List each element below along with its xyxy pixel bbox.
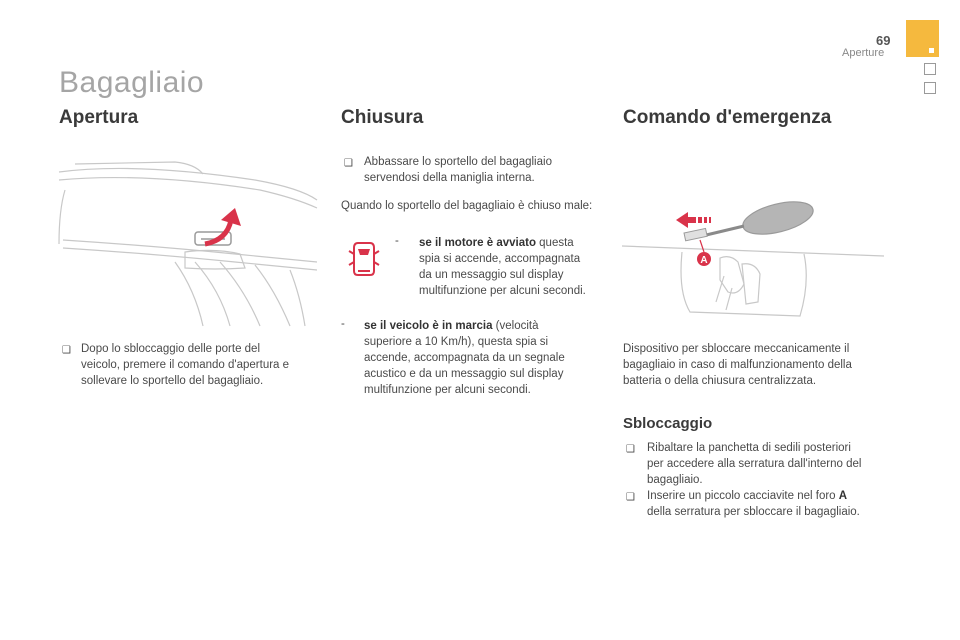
- bullet-icon: ❑: [344, 158, 353, 169]
- sbloccaggio-step-2: Inserire un piccolo cacciavite nel foro A della serratura per sbloccare il bagagliaio.: [647, 490, 860, 518]
- section-label: Aperture: [842, 47, 885, 59]
- chiusura-warning-intro: Quando lo sportello del bagagliaio è chiuso male:: [341, 200, 593, 212]
- chiusura-case-moving: se il veicolo è in marcia (velocità superiore a 10 Km/h), questa spia si accende, accompagnata da un segnale acustico e da un messaggio sul display multifunzione per alcuni secondi.: [364, 320, 565, 396]
- emergenza-description: Dispositivo per sbloccare meccanicamente il bagagliaio in caso di malfunzionamento della batteria o della chiusura centralizzata.: [623, 343, 852, 387]
- bullet-icon: ❑: [626, 444, 635, 455]
- heading-comando-emergenza: Comando d'emergenza: [623, 107, 832, 128]
- chapter-tab-active[interactable]: [906, 20, 939, 57]
- sbloccaggio-step-1: Ribaltare la panchetta di sedili posteriori per accedere alla serratura dall'interno del bagagliaio.: [647, 442, 862, 486]
- heading-apertura: Apertura: [59, 107, 139, 128]
- trunk-opening-illustration: [55, 150, 320, 328]
- bullet-icon: ❑: [62, 345, 71, 356]
- chapter-tab[interactable]: [924, 82, 936, 94]
- apertura-text: Dopo lo sbloccaggio delle porte del veicolo, premere il comando d'apertura e sollevare lo sportello del bagagliaio.: [81, 343, 290, 387]
- bullet-icon: ❑: [626, 492, 635, 503]
- page-number: 69: [876, 33, 891, 48]
- page-title: Bagagliaio: [59, 66, 205, 99]
- heading-chiusura: Chiusura: [341, 107, 424, 128]
- chiusura-case-engine: se il motore è avviato questa spia si accende, accompagnata da un messaggio sul display multifunzione per alcuni secondi.: [419, 237, 586, 297]
- emergency-release-illustration: [620, 192, 888, 322]
- heading-sbloccaggio: Sbloccaggio: [623, 415, 713, 432]
- chapter-tab[interactable]: [924, 63, 936, 75]
- chiusura-step: Abbassare lo sportello del bagagliaio servendosi della maniglia interna.: [364, 156, 552, 184]
- callout-a-label: A: [700, 255, 708, 266]
- open-door-warning-icon: [348, 240, 380, 278]
- dash-marker: -: [395, 235, 399, 247]
- dash-marker: -: [341, 318, 345, 330]
